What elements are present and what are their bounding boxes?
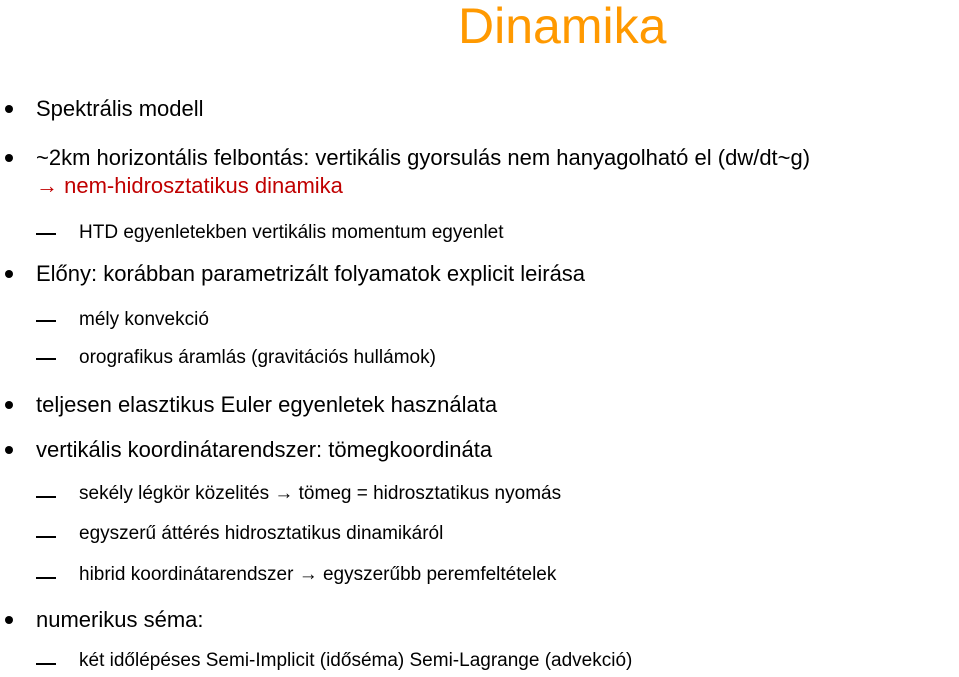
boundary-conditions-text: egyszerűbb peremfeltételek	[322, 564, 557, 585]
arrow-right-icon: →	[274, 483, 294, 504]
dash-icon	[36, 233, 56, 235]
bullet-numerical-scheme: numerikus séma:	[36, 607, 204, 632]
dash-icon	[36, 577, 56, 579]
bullet-dot	[5, 446, 13, 454]
arrow-right-icon: →	[298, 564, 318, 585]
bullet-dot	[5, 105, 13, 113]
bullet-dot	[5, 401, 13, 409]
bullet-elony: Előny: korábban parametrizált folyamatok explicit leirása	[36, 261, 586, 286]
dash-icon	[36, 496, 56, 498]
dash-icon	[36, 663, 56, 665]
arrow-right-icon: →	[36, 173, 58, 198]
bullet-horizontal-resolution: ~2km horizontális felbontás: vertikális gyorsulás nem hanyagolható el (dw/dt~g)	[36, 145, 811, 170]
sub-hybrid-coordinates	[79, 563, 556, 587]
sub-mely-konvekcio: mély konvekció	[79, 309, 209, 330]
dash-icon	[36, 320, 56, 322]
shallow-atmosphere-text: sekély légkör közelités	[79, 483, 270, 504]
bullet-euler-equations: teljesen elasztikus Euler egyenletek használata	[36, 392, 498, 417]
sub-htd-equations: HTD egyenletekben vertikális momentum egyenlet	[79, 222, 504, 243]
bullet-dot	[5, 154, 13, 162]
nonhydrostatic-text: nem-hidrosztatikus dinamika	[64, 173, 343, 198]
bullet-dot	[5, 616, 13, 624]
bullet-dot	[5, 270, 13, 278]
slide-title: Dinamika	[458, 0, 667, 54]
sub-easy-transition: egyszerű áttérés hidrosztatikus dinamikáról	[79, 523, 444, 544]
dash-icon	[36, 358, 56, 360]
hybrid-text: hibrid koordinátarendszer	[79, 564, 294, 585]
bullet-vertical-coordinates: vertikális koordinátarendszer: tömegkoordináta	[36, 437, 493, 462]
sub-shallow-atmosphere	[79, 482, 561, 506]
bullet-spektralis-modell: Spektrális modell	[36, 96, 204, 121]
dash-icon	[36, 536, 56, 538]
sub-orografikus-aramlas: orografikus áramlás (gravitációs hullámok)	[79, 347, 436, 368]
sub-semi-implicit: két időlépéses Semi-Implicit (idősémа) Semi-Lagrange (advekció)	[79, 650, 633, 671]
mass-pressure-text: tömeg = hidrosztatikus nyomás	[298, 483, 562, 504]
bullet-nonhydrostatic-line	[36, 172, 343, 200]
